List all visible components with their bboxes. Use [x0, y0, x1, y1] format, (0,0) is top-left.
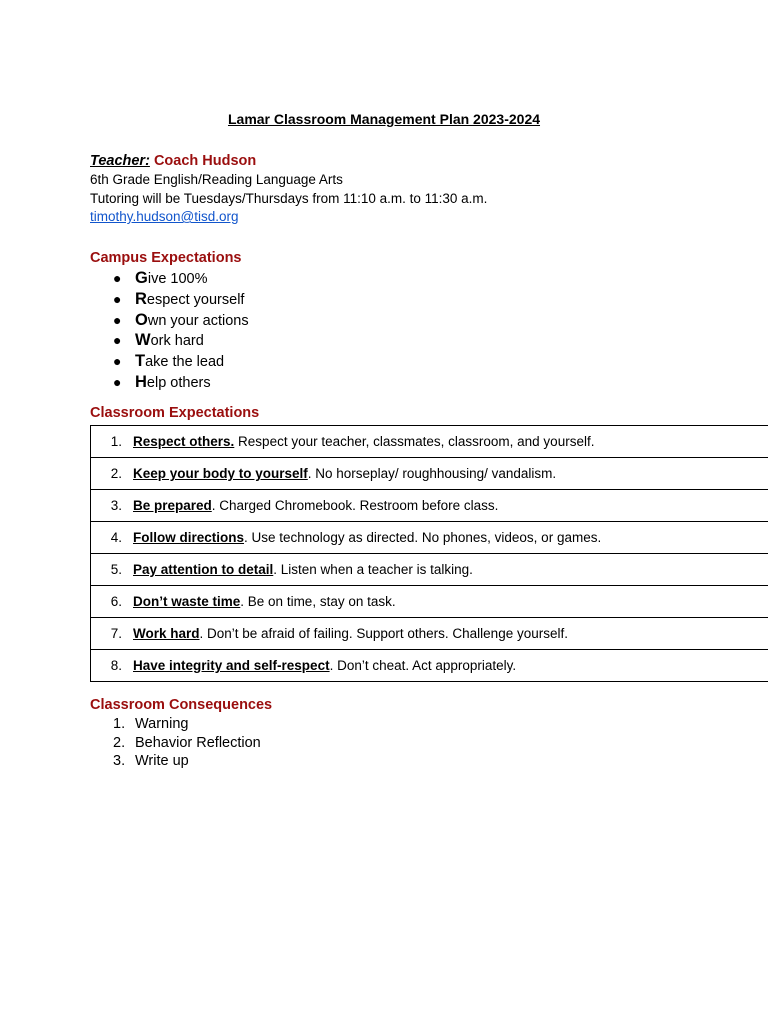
row-desc: . Use technology as directed. No phones, videos, or games. [244, 530, 602, 545]
bullet-icon: ● [113, 332, 122, 349]
table-cell [91, 458, 768, 490]
row-desc: . Don’t cheat. Act appropriately. [329, 658, 517, 673]
list-item-rest: ork hard [150, 333, 204, 350]
row-desc: . Charged Chromebook. Restroom before class. [211, 498, 499, 513]
list-item-initial: W [135, 331, 151, 350]
bullet-icon: ● [113, 311, 122, 328]
teacher-name: Coach Hudson [153, 153, 257, 169]
row-number: 4. [110, 530, 122, 545]
table-cell [91, 650, 768, 682]
table-cell [91, 618, 768, 650]
table-row [91, 490, 768, 522]
classroom-expectations-heading: Classroom Expectations [90, 405, 260, 421]
row-key: Follow directions [133, 530, 245, 545]
table-cell [91, 586, 768, 618]
row-desc: . Don’t be afraid of failing. Support others. Challenge yourself. [199, 626, 568, 641]
row-number: 1. [110, 434, 122, 449]
list-item-number: 1. [113, 716, 126, 732]
row-number: 7. [110, 626, 122, 641]
campus-expectations-heading: Campus Expectations [90, 250, 242, 266]
tutoring-line: Tutoring will be Tuesdays/Thursdays from 11:10 a.m. to 11:30 a.m. [90, 191, 488, 206]
row-number: 2. [110, 466, 122, 481]
table-row [91, 458, 768, 490]
list-item-text [135, 289, 244, 311]
classroom-consequences-heading: Classroom Consequences [90, 697, 273, 713]
row-key: Keep your body to yourself [133, 466, 308, 481]
table-cell [91, 426, 768, 458]
list-item-rest: wn your actions [147, 312, 249, 329]
table-cell [91, 554, 768, 586]
list-item-text: Behavior Reflection [135, 734, 261, 751]
bullet-icon: ● [113, 290, 122, 307]
list-item-rest: espect yourself [146, 291, 245, 308]
list-item-number: 3. [113, 753, 126, 769]
table-row [91, 426, 768, 458]
list-item-text [135, 330, 204, 352]
email-line[interactable] [90, 209, 239, 224]
list-item-initial: R [135, 289, 147, 308]
row-key: Pay attention to detail [133, 562, 274, 577]
list-item-rest: elp others [146, 374, 211, 391]
list-item-initial: G [135, 269, 148, 287]
document-title: Lamar Classroom Management Plan 2023-2024 [227, 111, 541, 127]
row-key: Be prepared [133, 498, 212, 513]
list-item-number: 2. [113, 734, 126, 751]
list-item-text [135, 310, 249, 332]
row-desc: . No horseplay/ roughhousing/ vandalism. [307, 466, 557, 481]
table-row [91, 586, 768, 618]
email-link[interactable]: timothy.hudson@tisd.org [90, 209, 239, 224]
table-row [91, 522, 768, 554]
subject-line: 6th Grade English/Reading Language Arts [90, 172, 343, 187]
bullet-icon: ● [113, 353, 122, 370]
row-desc: Respect your teacher, classmates, classroom, and yourself. [234, 434, 595, 449]
list-item-text: Warning [135, 716, 189, 732]
table-row [91, 554, 768, 586]
list-item-rest: ive 100% [147, 271, 208, 287]
row-key: Have integrity and self-respect [133, 658, 330, 673]
row-number: 6. [110, 594, 122, 609]
table-cell [91, 490, 768, 522]
table-row [91, 650, 768, 682]
row-number: 5. [110, 562, 122, 577]
list-item-text: Write up [135, 753, 189, 769]
classroom-expectations-table [90, 425, 768, 682]
bullet-icon: ● [113, 270, 122, 286]
list-item-rest: ake the lead [145, 354, 225, 371]
table-cell [91, 522, 768, 554]
bullet-icon: ● [113, 373, 122, 390]
list-item-initial: H [135, 372, 147, 391]
row-desc: . Be on time, stay on task. [240, 594, 396, 609]
row-number: 3. [110, 498, 122, 513]
list-item-initial: T [135, 352, 146, 371]
list-item-text [135, 372, 211, 394]
list-item-text [135, 268, 208, 290]
list-item-text [135, 351, 224, 373]
row-number: 8. [110, 658, 122, 673]
row-desc: . Listen when a teacher is talking. [273, 562, 473, 577]
table-row [91, 618, 768, 650]
list-item-initial: O [135, 310, 148, 329]
row-key: Work hard [133, 626, 200, 641]
row-key: Don’t waste time [133, 594, 241, 609]
teacher-line [90, 153, 256, 169]
row-key: Respect others. [133, 434, 235, 449]
teacher-label: Teacher: [90, 153, 150, 169]
